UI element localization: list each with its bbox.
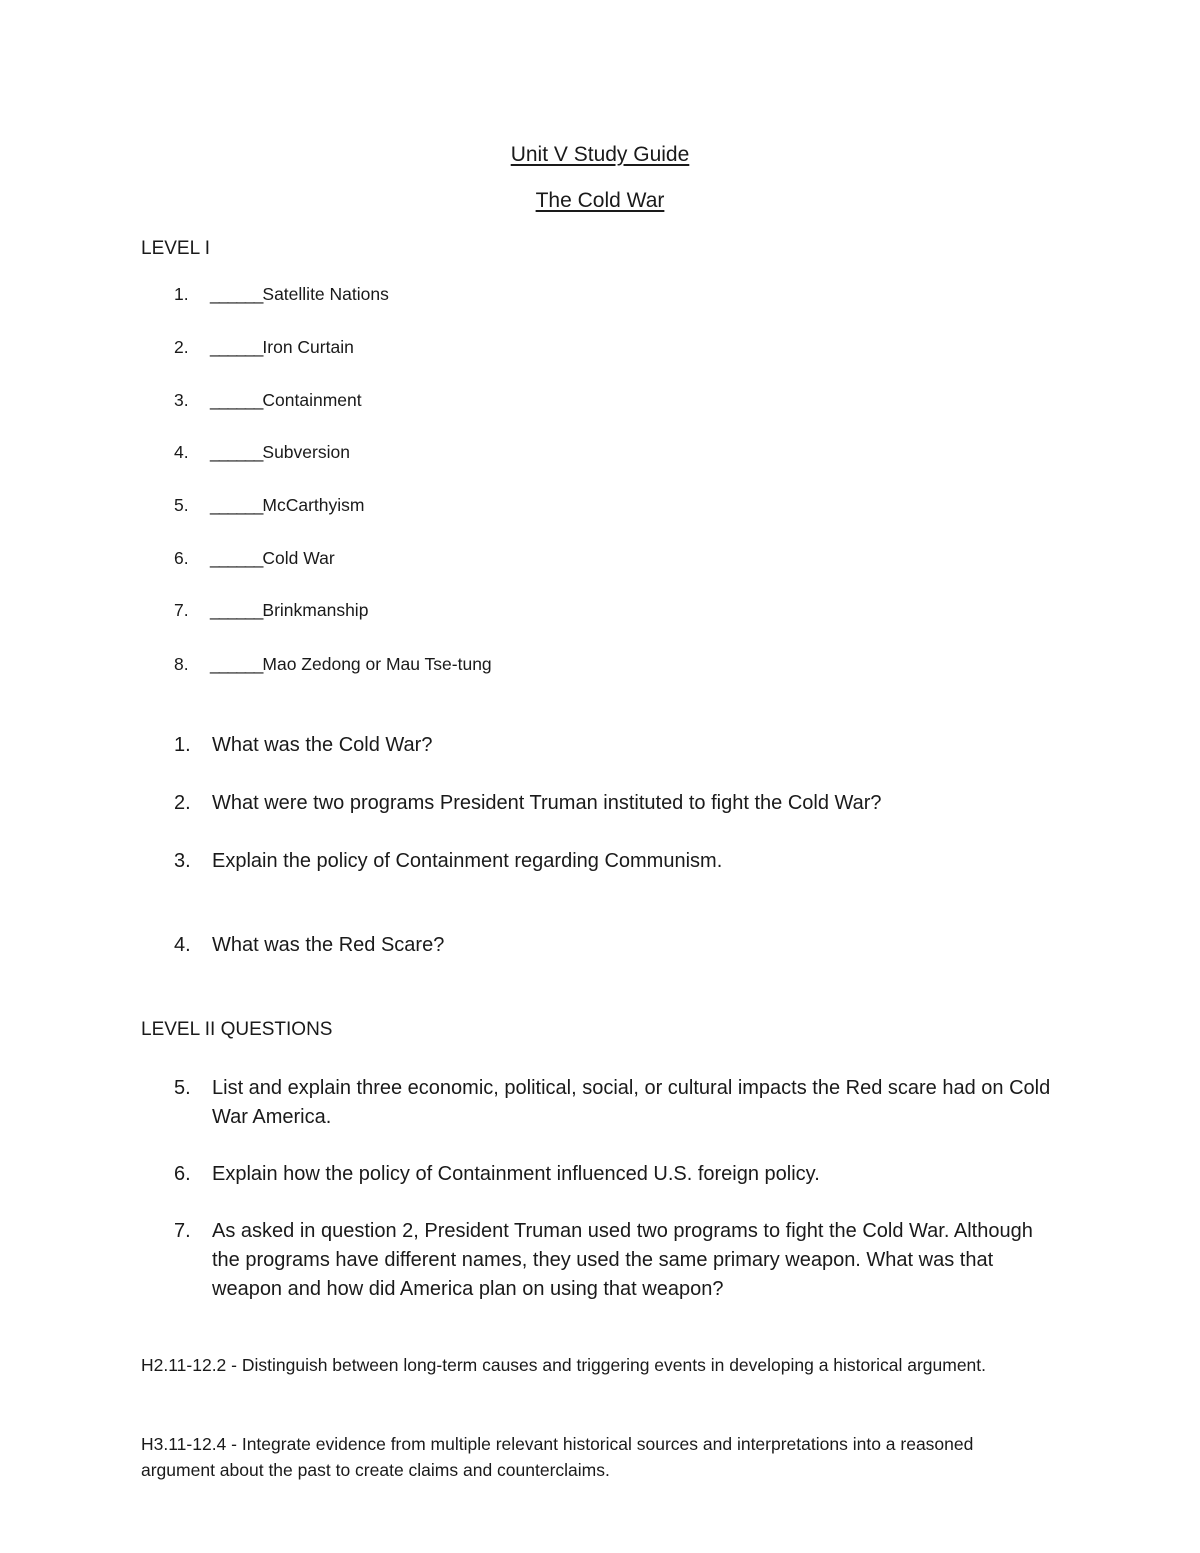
answer-blank: ______ (210, 442, 263, 462)
term-label: McCarthyism (262, 495, 365, 515)
term-item (174, 337, 354, 358)
level-1-heading: LEVEL I (141, 238, 211, 259)
question-text: What were two programs President Truman instituted to fight the Cold War? (212, 792, 882, 814)
question-number: 6. (174, 1163, 191, 1185)
question-number: 1. (174, 734, 191, 756)
answer-blank: ______ (210, 390, 263, 410)
term-label: Containment (262, 390, 362, 410)
question-item (174, 731, 1054, 760)
term-number: 2. (174, 337, 189, 357)
standard-text: H3.11-12.4 - Integrate evidence from multiple relevant historical sources and interpretations into a reasoned argument about the past to create claims and counterclaims. (141, 1434, 974, 1480)
question-item (174, 1160, 1054, 1189)
term-number: 1. (174, 284, 189, 304)
term-label: Mao Zedong or Mau Tse-tung (262, 654, 492, 674)
question-number: 7. (174, 1220, 191, 1242)
question-item (174, 931, 1054, 960)
question-text: List and explain three economic, political, social, or cultural impacts the Red scare had on Cold War America. (212, 1077, 1051, 1128)
term-item (174, 548, 335, 569)
question-number: 2. (174, 792, 191, 814)
term-label: Subversion (262, 442, 350, 462)
term-item (174, 390, 362, 411)
document-subtitle: The Cold War (535, 189, 665, 212)
term-label: Satellite Nations (262, 284, 389, 304)
question-text: What was the Red Scare? (212, 934, 445, 956)
question-text: As asked in question 2, President Truman used two programs to fight the Cold War. Although the programs have different names, they used the same primary weapon. What was that weapon and how did America plan on using that weapon? (212, 1220, 1033, 1300)
level-2-heading: LEVEL II QUESTIONS (141, 1019, 333, 1040)
term-label: Iron Curtain (262, 337, 354, 357)
term-number: 4. (174, 442, 189, 462)
answer-blank: ______ (210, 600, 263, 620)
term-item (174, 495, 365, 516)
term-label: Brinkmanship (262, 600, 369, 620)
question-number: 5. (174, 1077, 191, 1099)
question-number: 3. (174, 850, 191, 872)
standard-text: H2.11-12.2 - Distinguish between long-term causes and triggering events in developing a historical argument. (141, 1355, 987, 1375)
term-item (174, 284, 389, 305)
term-number: 5. (174, 495, 189, 515)
term-item (174, 442, 350, 463)
term-number: 8. (174, 654, 189, 674)
term-label: Cold War (262, 548, 335, 568)
answer-blank: ______ (210, 284, 263, 304)
answer-blank: ______ (210, 548, 263, 568)
question-item (174, 847, 1054, 876)
question-item (174, 1074, 1054, 1132)
term-number: 7. (174, 600, 189, 620)
question-item (174, 789, 1054, 818)
question-text: What was the Cold War? (212, 734, 433, 756)
answer-blank: ______ (210, 495, 263, 515)
question-text: Explain the policy of Containment regarding Communism. (212, 850, 723, 872)
term-number: 3. (174, 390, 189, 410)
question-number: 4. (174, 934, 191, 956)
term-item (174, 654, 492, 675)
document-title: Unit V Study Guide (510, 143, 690, 166)
term-number: 6. (174, 548, 189, 568)
answer-blank: ______ (210, 337, 263, 357)
question-item (174, 1217, 1054, 1304)
answer-blank: ______ (210, 654, 263, 674)
question-text: Explain how the policy of Containment influenced U.S. foreign policy. (212, 1163, 820, 1185)
term-item (174, 600, 368, 621)
